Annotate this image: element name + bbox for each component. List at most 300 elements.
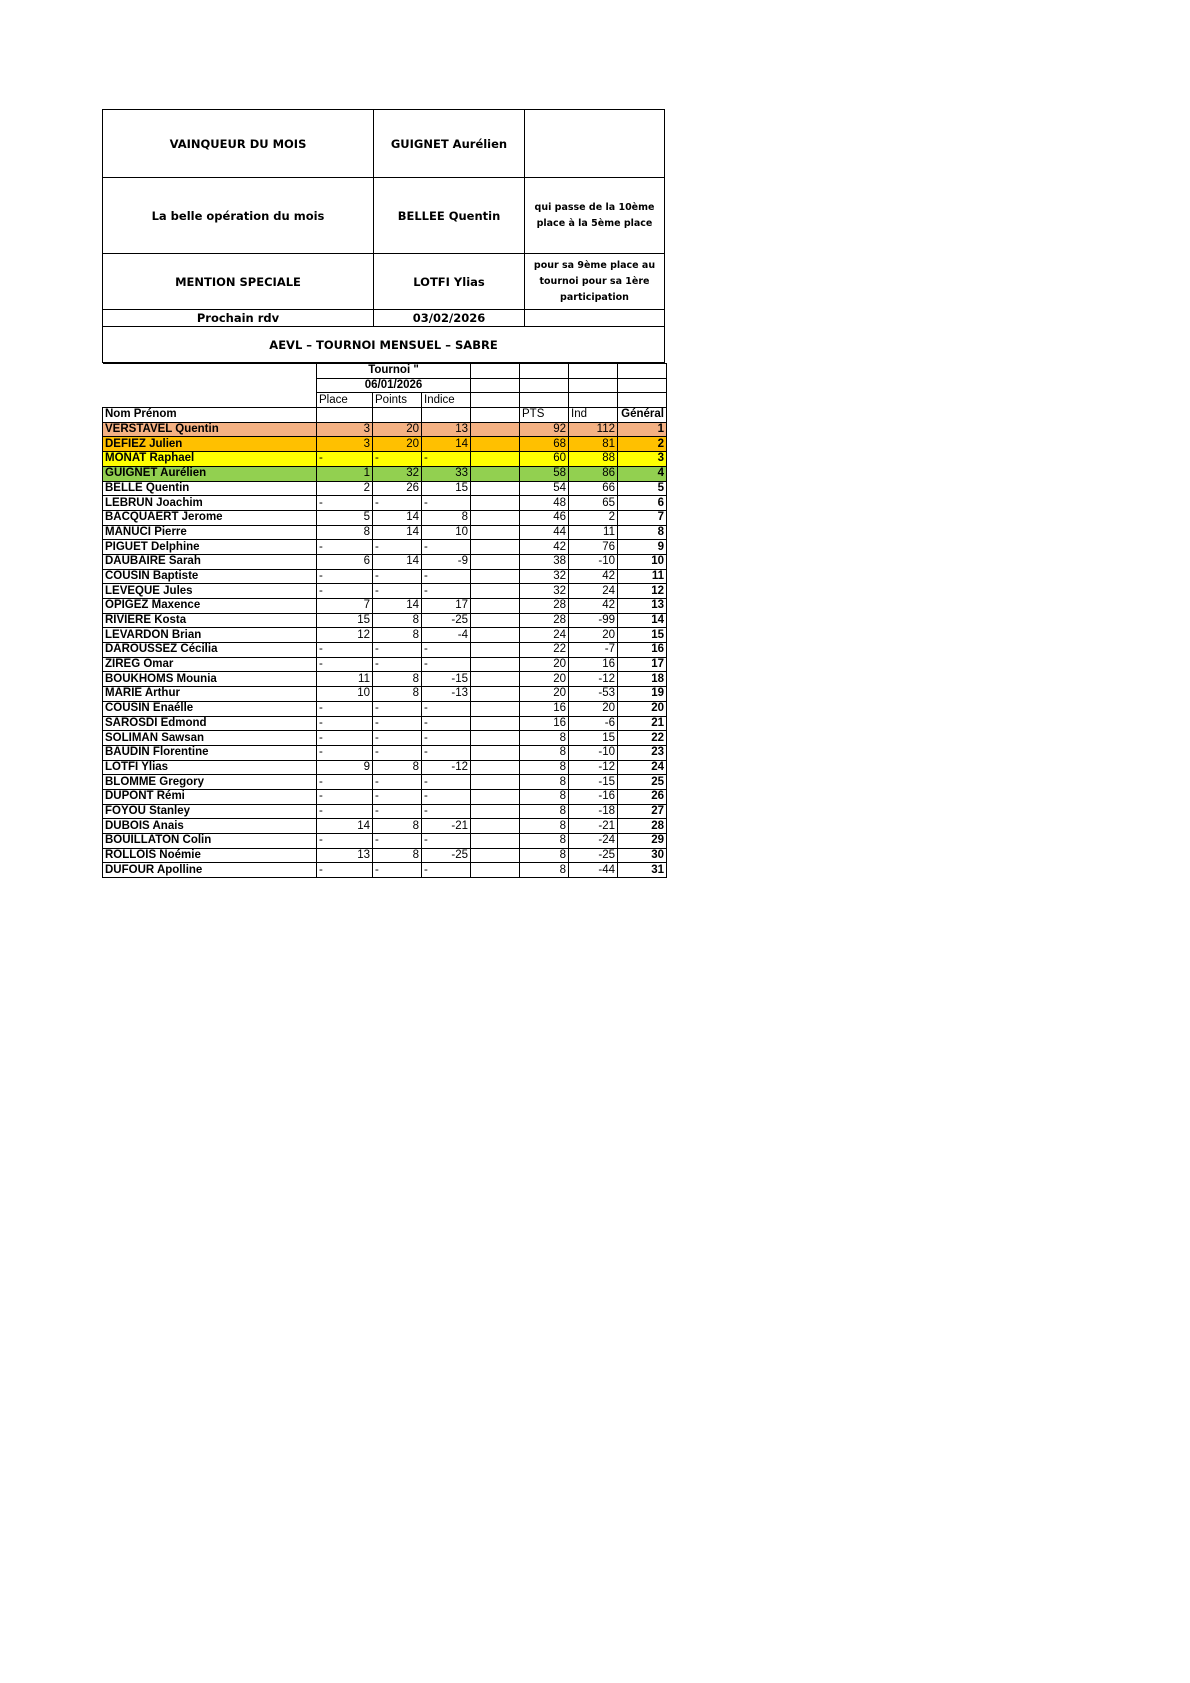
- table-row: [103, 775, 667, 790]
- general-rank-cell: 1: [618, 422, 667, 437]
- col-indice: Indice: [422, 393, 471, 408]
- pts-cell: 8: [520, 745, 569, 760]
- points-cell: 14: [373, 554, 422, 569]
- player-name: BOUILLATON Colin: [103, 834, 317, 849]
- place-cell: -: [317, 745, 373, 760]
- pts-cell: 8: [520, 760, 569, 775]
- general-rank-cell: 31: [618, 863, 667, 878]
- player-name: DEFIEZ Julien: [103, 437, 317, 452]
- player-name: OPIGEZ Maxence: [103, 599, 317, 614]
- place-cell: -: [317, 701, 373, 716]
- ind-cell: -10: [569, 554, 618, 569]
- place-cell: -: [317, 716, 373, 731]
- empty-cell: [471, 789, 520, 804]
- ind-cell: 20: [569, 628, 618, 643]
- ind-cell: 11: [569, 525, 618, 540]
- indice-cell: -: [422, 775, 471, 790]
- results-table: [102, 363, 667, 878]
- ind-cell: -44: [569, 863, 618, 878]
- empty-cell: [471, 496, 520, 511]
- player-name: MONAT Raphael: [103, 452, 317, 467]
- place-cell: -: [317, 496, 373, 511]
- general-rank-cell: 29: [618, 834, 667, 849]
- place-cell: 13: [317, 848, 373, 863]
- place-cell: -: [317, 584, 373, 599]
- points-cell: -: [373, 834, 422, 849]
- general-rank-cell: 25: [618, 775, 667, 790]
- ind-cell: -12: [569, 760, 618, 775]
- indice-cell: -12: [422, 760, 471, 775]
- table-row: [103, 466, 667, 481]
- player-name: ZIREG Omar: [103, 657, 317, 672]
- empty-cell: [471, 466, 520, 481]
- ind-cell: 20: [569, 701, 618, 716]
- col-general: Général: [618, 408, 667, 423]
- empty-cell: [471, 848, 520, 863]
- player-name: LEVEQUE Jules: [103, 584, 317, 599]
- empty-cell: [471, 599, 520, 614]
- indice-cell: -9: [422, 554, 471, 569]
- subheader-row: [103, 393, 667, 408]
- player-name: PIGUET Delphine: [103, 540, 317, 555]
- empty-cell: [471, 481, 520, 496]
- empty-cell: [471, 422, 520, 437]
- table-row: [103, 760, 667, 775]
- pts-cell: 28: [520, 613, 569, 628]
- indice-cell: -: [422, 540, 471, 555]
- indice-cell: -21: [422, 819, 471, 834]
- player-name: MARIE Arthur: [103, 687, 317, 702]
- points-cell: 14: [373, 510, 422, 525]
- pts-cell: 20: [520, 657, 569, 672]
- indice-cell: 10: [422, 525, 471, 540]
- pts-cell: 16: [520, 716, 569, 731]
- awards-table: [102, 109, 665, 327]
- points-cell: -: [373, 863, 422, 878]
- col-name: Nom Prénom: [103, 408, 317, 423]
- award-row-mention: [103, 254, 665, 310]
- pts-cell: 48: [520, 496, 569, 511]
- ind-cell: -12: [569, 672, 618, 687]
- empty-cell: [471, 716, 520, 731]
- place-cell: -: [317, 731, 373, 746]
- place-cell: 6: [317, 554, 373, 569]
- table-row: [103, 569, 667, 584]
- ind-cell: 112: [569, 422, 618, 437]
- pts-cell: 68: [520, 437, 569, 452]
- pts-cell: 16: [520, 701, 569, 716]
- empty-cell: [471, 701, 520, 716]
- empty-cell: [471, 437, 520, 452]
- points-cell: 8: [373, 613, 422, 628]
- ind-cell: 2: [569, 510, 618, 525]
- table-row: [103, 422, 667, 437]
- table-row: [103, 628, 667, 643]
- indice-cell: -: [422, 701, 471, 716]
- player-name: DUBOIS Anais: [103, 819, 317, 834]
- ind-cell: 15: [569, 731, 618, 746]
- award-row-operation: [103, 178, 665, 254]
- table-row: [103, 731, 667, 746]
- points-cell: 20: [373, 437, 422, 452]
- pts-cell: 8: [520, 804, 569, 819]
- ind-cell: 86: [569, 466, 618, 481]
- indice-cell: -: [422, 834, 471, 849]
- points-cell: -: [373, 701, 422, 716]
- award-row-winner: [103, 110, 665, 178]
- points-cell: 8: [373, 848, 422, 863]
- table-row: [103, 613, 667, 628]
- col-points: Points: [373, 393, 422, 408]
- points-cell: 8: [373, 628, 422, 643]
- empty-cell: [471, 834, 520, 849]
- indice-cell: -25: [422, 848, 471, 863]
- operation-note: qui passe de la 10ème place à la 5ème place: [525, 178, 665, 254]
- place-cell: -: [317, 452, 373, 467]
- pts-cell: 28: [520, 599, 569, 614]
- points-cell: -: [373, 775, 422, 790]
- place-cell: 8: [317, 525, 373, 540]
- empty-cell: [471, 804, 520, 819]
- place-cell: 9: [317, 760, 373, 775]
- table-row: [103, 657, 667, 672]
- indice-cell: -25: [422, 613, 471, 628]
- place-cell: -: [317, 775, 373, 790]
- player-name: VERSTAVEL Quentin: [103, 422, 317, 437]
- indice-cell: -15: [422, 672, 471, 687]
- general-rank-cell: 21: [618, 716, 667, 731]
- player-name: FOYOU Stanley: [103, 804, 317, 819]
- indice-cell: 8: [422, 510, 471, 525]
- player-name: BLOMME Gregory: [103, 775, 317, 790]
- general-rank-cell: 28: [618, 819, 667, 834]
- general-rank-cell: 15: [618, 628, 667, 643]
- pts-cell: 8: [520, 848, 569, 863]
- player-name: LEBRUN Joachim: [103, 496, 317, 511]
- general-rank-cell: 19: [618, 687, 667, 702]
- pts-cell: 8: [520, 789, 569, 804]
- place-cell: 1: [317, 466, 373, 481]
- pts-cell: 20: [520, 672, 569, 687]
- indice-cell: -: [422, 657, 471, 672]
- general-rank-cell: 20: [618, 701, 667, 716]
- empty-cell: [471, 731, 520, 746]
- table-row: [103, 819, 667, 834]
- ind-cell: 66: [569, 481, 618, 496]
- pts-cell: 44: [520, 525, 569, 540]
- points-cell: -: [373, 804, 422, 819]
- pts-cell: 24: [520, 628, 569, 643]
- table-row: [103, 834, 667, 849]
- empty-cell: [471, 569, 520, 584]
- points-cell: 32: [373, 466, 422, 481]
- points-cell: 26: [373, 481, 422, 496]
- indice-cell: -: [422, 584, 471, 599]
- table-row: [103, 540, 667, 555]
- general-rank-cell: 14: [618, 613, 667, 628]
- table-row: [103, 804, 667, 819]
- ind-cell: 76: [569, 540, 618, 555]
- pts-cell: 32: [520, 569, 569, 584]
- place-cell: 15: [317, 613, 373, 628]
- general-rank-cell: 22: [618, 731, 667, 746]
- general-rank-cell: 12: [618, 584, 667, 599]
- empty-cell: [471, 657, 520, 672]
- points-cell: 8: [373, 819, 422, 834]
- tournament-label-row: [103, 364, 667, 379]
- points-cell: -: [373, 452, 422, 467]
- points-cell: -: [373, 540, 422, 555]
- place-cell: 7: [317, 599, 373, 614]
- player-name: GUIGNET Aurélien: [103, 466, 317, 481]
- empty-cell: [471, 554, 520, 569]
- general-rank-cell: 3: [618, 452, 667, 467]
- ind-cell: -21: [569, 819, 618, 834]
- tournament-title: AEVL – TOURNOI MENSUEL – SABRE: [102, 326, 665, 363]
- pts-cell: 58: [520, 466, 569, 481]
- player-name: DAUBAIRE Sarah: [103, 554, 317, 569]
- empty-cell: [471, 863, 520, 878]
- pts-cell: 54: [520, 481, 569, 496]
- place-cell: 2: [317, 481, 373, 496]
- mention-label: MENTION SPECIALE: [103, 254, 374, 310]
- empty-cell: [471, 687, 520, 702]
- general-rank-cell: 17: [618, 657, 667, 672]
- general-rank-cell: 11: [618, 569, 667, 584]
- col-pts: PTS: [520, 408, 569, 423]
- player-name: DUPONT Rémi: [103, 789, 317, 804]
- general-rank-cell: 6: [618, 496, 667, 511]
- next-empty: [525, 310, 665, 327]
- empty-cell: [471, 760, 520, 775]
- ind-cell: 81: [569, 437, 618, 452]
- ind-cell: 16: [569, 657, 618, 672]
- ind-cell: -15: [569, 775, 618, 790]
- points-cell: 20: [373, 422, 422, 437]
- place-cell: 10: [317, 687, 373, 702]
- table-row: [103, 789, 667, 804]
- ind-cell: -25: [569, 848, 618, 863]
- pts-cell: 22: [520, 643, 569, 658]
- place-cell: -: [317, 863, 373, 878]
- pts-cell: 8: [520, 731, 569, 746]
- player-name: COUSIN Baptiste: [103, 569, 317, 584]
- pts-cell: 20: [520, 687, 569, 702]
- tournament-label: Tournoi ": [317, 364, 471, 379]
- general-rank-cell: 10: [618, 554, 667, 569]
- place-cell: -: [317, 834, 373, 849]
- table-row: [103, 745, 667, 760]
- pts-cell: 42: [520, 540, 569, 555]
- place-cell: -: [317, 643, 373, 658]
- ind-cell: -10: [569, 745, 618, 760]
- place-cell: 14: [317, 819, 373, 834]
- general-rank-cell: 18: [618, 672, 667, 687]
- empty-cell: [471, 452, 520, 467]
- general-rank-cell: 27: [618, 804, 667, 819]
- place-cell: 3: [317, 437, 373, 452]
- empty-cell: [471, 510, 520, 525]
- table-row: [103, 701, 667, 716]
- table-row: [103, 510, 667, 525]
- indice-cell: -: [422, 745, 471, 760]
- place-cell: -: [317, 657, 373, 672]
- award-row-next: [103, 310, 665, 327]
- ind-cell: 24: [569, 584, 618, 599]
- points-cell: -: [373, 496, 422, 511]
- place-cell: 5: [317, 510, 373, 525]
- general-rank-cell: 24: [618, 760, 667, 775]
- table-row: [103, 848, 667, 863]
- table-row: [103, 437, 667, 452]
- empty-cell: [471, 672, 520, 687]
- col-place: Place: [317, 393, 373, 408]
- points-cell: -: [373, 569, 422, 584]
- col-ind: Ind: [569, 408, 618, 423]
- indice-cell: 15: [422, 481, 471, 496]
- points-cell: 8: [373, 760, 422, 775]
- general-rank-cell: 5: [618, 481, 667, 496]
- table-row: [103, 496, 667, 511]
- player-name: LEVARDON Brian: [103, 628, 317, 643]
- empty-cell: [471, 525, 520, 540]
- player-name: BELLE Quentin: [103, 481, 317, 496]
- place-cell: 12: [317, 628, 373, 643]
- pts-cell: 8: [520, 775, 569, 790]
- pts-cell: 38: [520, 554, 569, 569]
- player-name: ROLLOIS Noémie: [103, 848, 317, 863]
- tournament-date-row: [103, 378, 667, 393]
- indice-cell: -: [422, 863, 471, 878]
- winner-name: GUIGNET Aurélien: [374, 110, 525, 178]
- indice-cell: 33: [422, 466, 471, 481]
- general-rank-cell: 16: [618, 643, 667, 658]
- points-cell: -: [373, 716, 422, 731]
- player-name: DAROUSSEZ Cécilia: [103, 643, 317, 658]
- place-cell: -: [317, 569, 373, 584]
- table-row: [103, 452, 667, 467]
- points-cell: -: [373, 657, 422, 672]
- player-name: SOLIMAN Sawsan: [103, 731, 317, 746]
- general-rank-cell: 9: [618, 540, 667, 555]
- points-cell: -: [373, 731, 422, 746]
- header-row: [103, 408, 667, 423]
- general-rank-cell: 13: [618, 599, 667, 614]
- general-rank-cell: 8: [618, 525, 667, 540]
- pts-cell: 46: [520, 510, 569, 525]
- player-name: MANUCI Pierre: [103, 525, 317, 540]
- pts-cell: 8: [520, 834, 569, 849]
- tournament-date: 06/01/2026: [317, 378, 471, 393]
- place-cell: -: [317, 804, 373, 819]
- points-cell: -: [373, 643, 422, 658]
- points-cell: -: [373, 789, 422, 804]
- ind-cell: -16: [569, 789, 618, 804]
- indice-cell: -: [422, 731, 471, 746]
- indice-cell: -13: [422, 687, 471, 702]
- player-name: DUFOUR Apolline: [103, 863, 317, 878]
- table-row: [103, 525, 667, 540]
- mention-note: pour sa 9ème place au tournoi pour sa 1ère participation: [525, 254, 665, 310]
- table-row: [103, 672, 667, 687]
- points-cell: 8: [373, 687, 422, 702]
- indice-cell: -: [422, 452, 471, 467]
- empty-cell: [471, 819, 520, 834]
- pts-cell: 60: [520, 452, 569, 467]
- winner-note: [525, 110, 665, 178]
- ind-cell: -99: [569, 613, 618, 628]
- indice-cell: -: [422, 789, 471, 804]
- points-cell: -: [373, 745, 422, 760]
- points-cell: 14: [373, 525, 422, 540]
- indice-cell: -4: [422, 628, 471, 643]
- ind-cell: 88: [569, 452, 618, 467]
- table-row: [103, 599, 667, 614]
- points-cell: -: [373, 584, 422, 599]
- general-rank-cell: 7: [618, 510, 667, 525]
- ind-cell: -6: [569, 716, 618, 731]
- ind-cell: 42: [569, 599, 618, 614]
- ind-cell: -24: [569, 834, 618, 849]
- indice-cell: -: [422, 496, 471, 511]
- general-rank-cell: 4: [618, 466, 667, 481]
- table-row: [103, 481, 667, 496]
- indice-cell: -: [422, 569, 471, 584]
- general-rank-cell: 2: [618, 437, 667, 452]
- general-rank-cell: 26: [618, 789, 667, 804]
- general-rank-cell: 30: [618, 848, 667, 863]
- pts-cell: 92: [520, 422, 569, 437]
- place-cell: -: [317, 789, 373, 804]
- player-name: BACQUAERT Jerome: [103, 510, 317, 525]
- indice-cell: -: [422, 643, 471, 658]
- ind-cell: 42: [569, 569, 618, 584]
- player-name: COUSIN Enaélle: [103, 701, 317, 716]
- operation-name: BELLEE Quentin: [374, 178, 525, 254]
- ind-cell: -7: [569, 643, 618, 658]
- points-cell: 14: [373, 599, 422, 614]
- player-name: SAROSDI Edmond: [103, 716, 317, 731]
- empty-cell: [471, 584, 520, 599]
- indice-cell: -: [422, 804, 471, 819]
- next-label: Prochain rdv: [103, 310, 374, 327]
- indice-cell: -: [422, 716, 471, 731]
- pts-cell: 8: [520, 863, 569, 878]
- general-rank-cell: 23: [618, 745, 667, 760]
- next-date: 03/02/2026: [374, 310, 525, 327]
- player-name: LOTFI Ylias: [103, 760, 317, 775]
- mention-name: LOTFI Ylias: [374, 254, 525, 310]
- indice-cell: 13: [422, 422, 471, 437]
- table-row: [103, 863, 667, 878]
- table-row: [103, 687, 667, 702]
- empty-cell: [471, 540, 520, 555]
- operation-label: La belle opération du mois: [103, 178, 374, 254]
- player-name: RIVIERE Kosta: [103, 613, 317, 628]
- ind-cell: 65: [569, 496, 618, 511]
- ind-cell: -53: [569, 687, 618, 702]
- indice-cell: 17: [422, 599, 471, 614]
- empty-cell: [471, 628, 520, 643]
- table-row: [103, 554, 667, 569]
- pts-cell: 8: [520, 819, 569, 834]
- pts-cell: 32: [520, 584, 569, 599]
- points-cell: 8: [373, 672, 422, 687]
- indice-cell: 14: [422, 437, 471, 452]
- empty-cell: [471, 775, 520, 790]
- empty-cell: [471, 613, 520, 628]
- place-cell: 3: [317, 422, 373, 437]
